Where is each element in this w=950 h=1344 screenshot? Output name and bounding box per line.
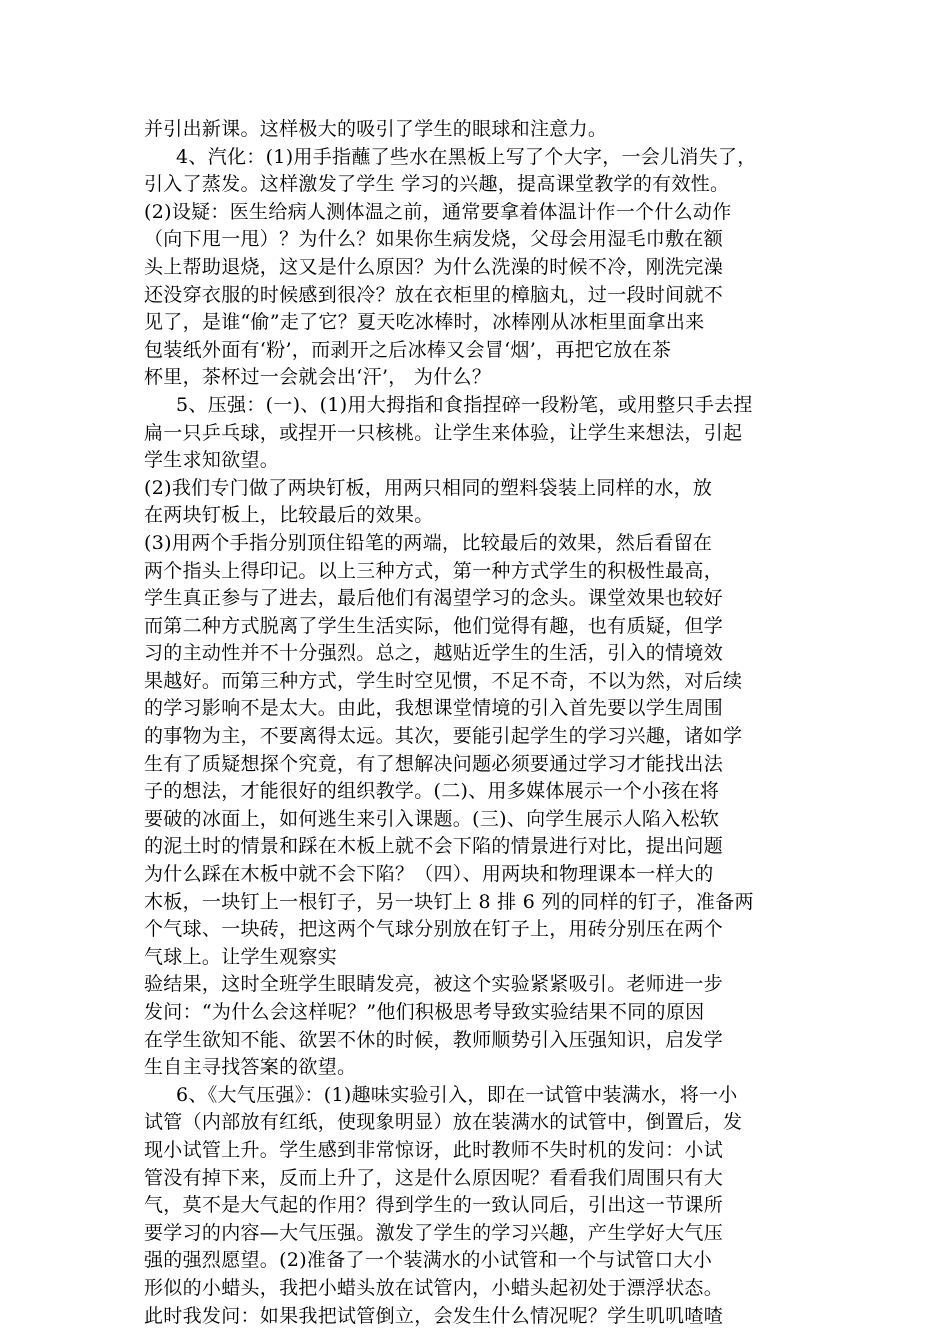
text-line: 的泥土时的情景和踩在木板上就不会下陷的情景进行对比，提出问题 [144, 835, 724, 858]
text-line: 现小试管上升。学生感到非常惊讶，此时教师不失时机的发问：小试 [144, 1138, 724, 1161]
text-line: 6、《大气压强》：(1)趣味实验引入，即在一试管中装满水，将一小 [176, 1083, 738, 1106]
text-line: 形似的小蜡头，我把小蜡头放在试管内，小蜡头起初处于漂浮状态。 [144, 1276, 724, 1299]
text-line: 在学生欲知不能、欲罢不休的时候，教师顺势引入压强知识，启发学 [144, 1028, 724, 1051]
text-line: 两个指头上得印记。以上三种方式，第一种方式学生的积极性最高， [144, 559, 724, 582]
text-line: 果越好。而第三种方式，学生时空见惯，不足不奇，不以为然，对后续 [144, 669, 743, 692]
text-line: 要学习的内容—大气压强。激发了学生的学习兴趣，产生学好大气压 [144, 1221, 724, 1244]
text-line: 习的主动性并不十分强烈。总之，越贴近学生的生活，引入的情境效 [144, 642, 724, 665]
text-line: 生自主寻找答案的欲望。 [144, 1056, 357, 1079]
text-line: 学生求知欲望。 [144, 449, 280, 472]
text-line: 发问：“为什么会这样呢？”他们积极思考导致实验结果不同的原因 [144, 1001, 705, 1023]
text-line: 试管（内部放有红纸，使现象明显）放在装满水的试管中，倒置后，发 [144, 1111, 743, 1134]
text-line: 5、压强：(一)、(1)用大拇指和食指捏碎一段粉笔，或用整只手去捏 [176, 393, 753, 416]
text-line: (2)我们专门做了两块钉板，用两只相同的塑料袋装上同样的水，放 [144, 476, 713, 499]
text-line: 头上帮助退烧，这又是什么原因？为什么洗澡的时候不冷，刚洗完澡 [144, 255, 724, 278]
text-line: 杯里，茶杯过一会就会出‘汗’， 为什么？ [144, 366, 492, 389]
text-line: 扁一只乒乓球，或捏开一只核桃。让学生来体验，让学生来想法，引起 [144, 421, 743, 444]
text-line: 在两块钉板上，比较最后的效果。 [144, 504, 434, 527]
text-line: 还没穿衣服的时候感到很冷？放在衣柜里的樟脑丸，过一段时间就不 [144, 283, 724, 306]
text-line: 气，莫不是大气起的作用？得到学生的一致认同后，引出这一节课所 [144, 1194, 724, 1217]
text-line: 管没有掉下来，反而上升了，这是什么原因呢？看看我们周围只有大 [144, 1166, 724, 1189]
text-line: (3)用两个手指分别顶住铅笔的两端，比较最后的效果，然后看留在 [144, 531, 713, 554]
text-line: 生有了质疑想探个究竟，有了想解决问题必须要通过学习才能找出法 [144, 752, 724, 775]
text-line: 而第二种方式脱离了学生生活实际，他们觉得有趣，也有质疑，但学 [144, 614, 724, 637]
text-line: 验结果，这时全班学生眼睛发亮，被这个实验紧紧吸引。老师进一步 [144, 973, 724, 996]
text-line: 为什么踩在木板中就不会下陷？（四）、用两块和物理课本一样大的 [144, 863, 714, 886]
text-line: 4、汽化：(1)用手指蘸了些水在黑板上写了个大字，一会儿消失了， [176, 145, 757, 168]
text-lines [144, 116, 810, 1330]
text-line: (2)设疑：医生给病人测体温之前，通常要拿着体温计作一个什么动作 [144, 200, 732, 223]
text-line: （向下甩一甩）？为什么？如果你生病发烧，父母会用湿毛巾敷在额 [144, 228, 724, 251]
text-line: 并引出新课。这样极大的吸引了学生的眼球和注意力。 [144, 118, 608, 140]
text-line: 要破的冰面上，如何逃生来引入课题。(三)、向学生展示人陷入松软 [144, 807, 720, 830]
text-line: 个气球、一块砖，把这两个气球分别放在钉子上，用砖分别压在两个 [144, 918, 724, 941]
text-line: 此时我发问：如果我把试管倒立，会发生什么情况呢？学生叽叽喳喳 [144, 1304, 724, 1327]
document-body [144, 116, 810, 1330]
text-line: 的学习影响不是太大。由此，我想课堂情境的引入首先要以学生周围 [144, 697, 724, 720]
text-line: 木板，一块钉上一根钉子，另一块钉上 8 排 6 列的同样的钉子，准备两 [144, 890, 754, 913]
text-line: 学生真正参与了进去，最后他们有渴望学习的念头。课堂效果也较好 [144, 587, 724, 610]
text-line: 子的想法，才能很好的组织教学。(二)、用多媒体展示一个小孩在将 [144, 780, 720, 803]
text-line: 的事物为主，不要离得太远。其次，要能引起学生的学习兴趣，诸如学 [144, 725, 743, 748]
text-line: 强的强烈愿望。(2)准备了一个装满水的小试管和一个与试管口大小 [144, 1249, 713, 1272]
text-line: 气球上。让学生观察实 [144, 945, 338, 968]
text-line: 引入了蒸发。这样激发了学生 学习的兴趣，提高课堂教学的有效性。 [144, 173, 730, 196]
text-line: 见了，是谁“偷”走了它？夏天吃冰棒时，冰棒刚从冰柜里面拿出来 [144, 311, 705, 334]
text-line: 包装纸外面有‘粉’，而剥开之后冰棒又会冒‘烟’，再把它放在茶 [144, 338, 672, 361]
